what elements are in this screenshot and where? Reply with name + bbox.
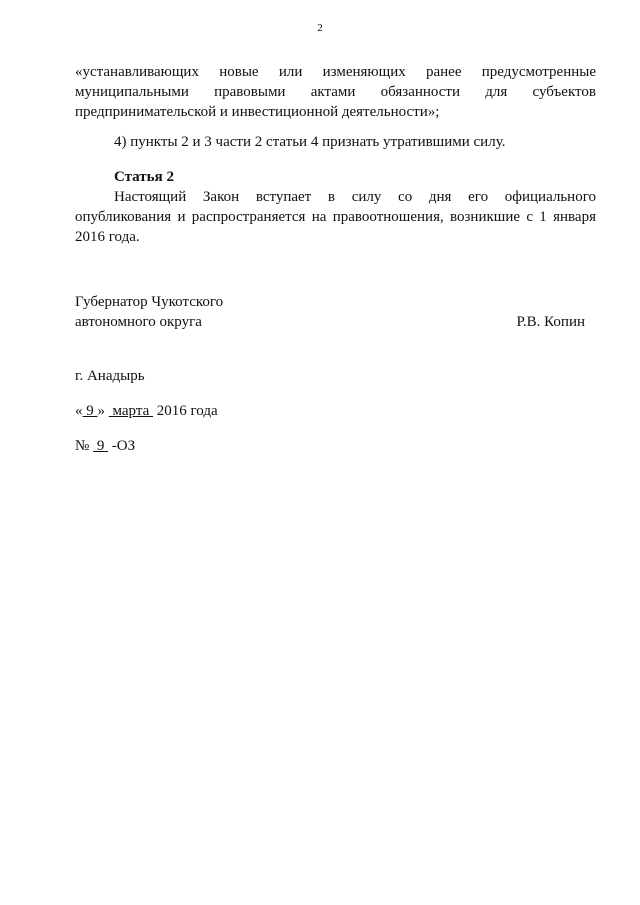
signature-block [75, 292, 585, 332]
signature-name: Р.В. Копин [516, 314, 585, 330]
continuation-paragraph [75, 62, 596, 122]
continuation-line-1: «устанавливающих новые или изменяющих ранее предусмотренные [75, 64, 596, 80]
article-2-line-3: 2016 года. [75, 229, 140, 245]
law-number [75, 436, 596, 456]
item-4: 4) пункты 2 и 3 части 2 статьи 4 признать утратившими силу. [114, 134, 506, 150]
number-suffix: -ОЗ [108, 438, 136, 454]
date-year: 2016 года [153, 403, 218, 419]
signing-date [75, 401, 596, 421]
signature-title-line-1: Губернатор Чукотского [75, 294, 224, 310]
signature-title-line-2: автономного округа [75, 314, 202, 330]
number-value: 9 [93, 438, 109, 454]
date-month: марта [108, 403, 153, 419]
article-2-line-1: Настоящий Закон вступает в силу со дня его официального [114, 189, 596, 205]
date-open-quote: « [75, 403, 83, 419]
continuation-line-2: муниципальными правовыми актами обязанности для субъектов [75, 84, 596, 100]
article-2-line-2: опубликования и распространяется на правоотношения, возникшие с 1 января [75, 209, 596, 225]
date-day: 9 [82, 403, 98, 419]
date-close-quote: » [97, 403, 109, 419]
number-prefix: № [75, 438, 94, 454]
article-2-heading: Статья 2 [114, 169, 174, 185]
page-number: 2 [317, 22, 323, 34]
article-2 [75, 167, 596, 247]
continuation-line-3: предпринимательской и инвестиционной деятельности»; [75, 104, 440, 120]
place-of-signing: г. Анадырь [75, 368, 145, 384]
